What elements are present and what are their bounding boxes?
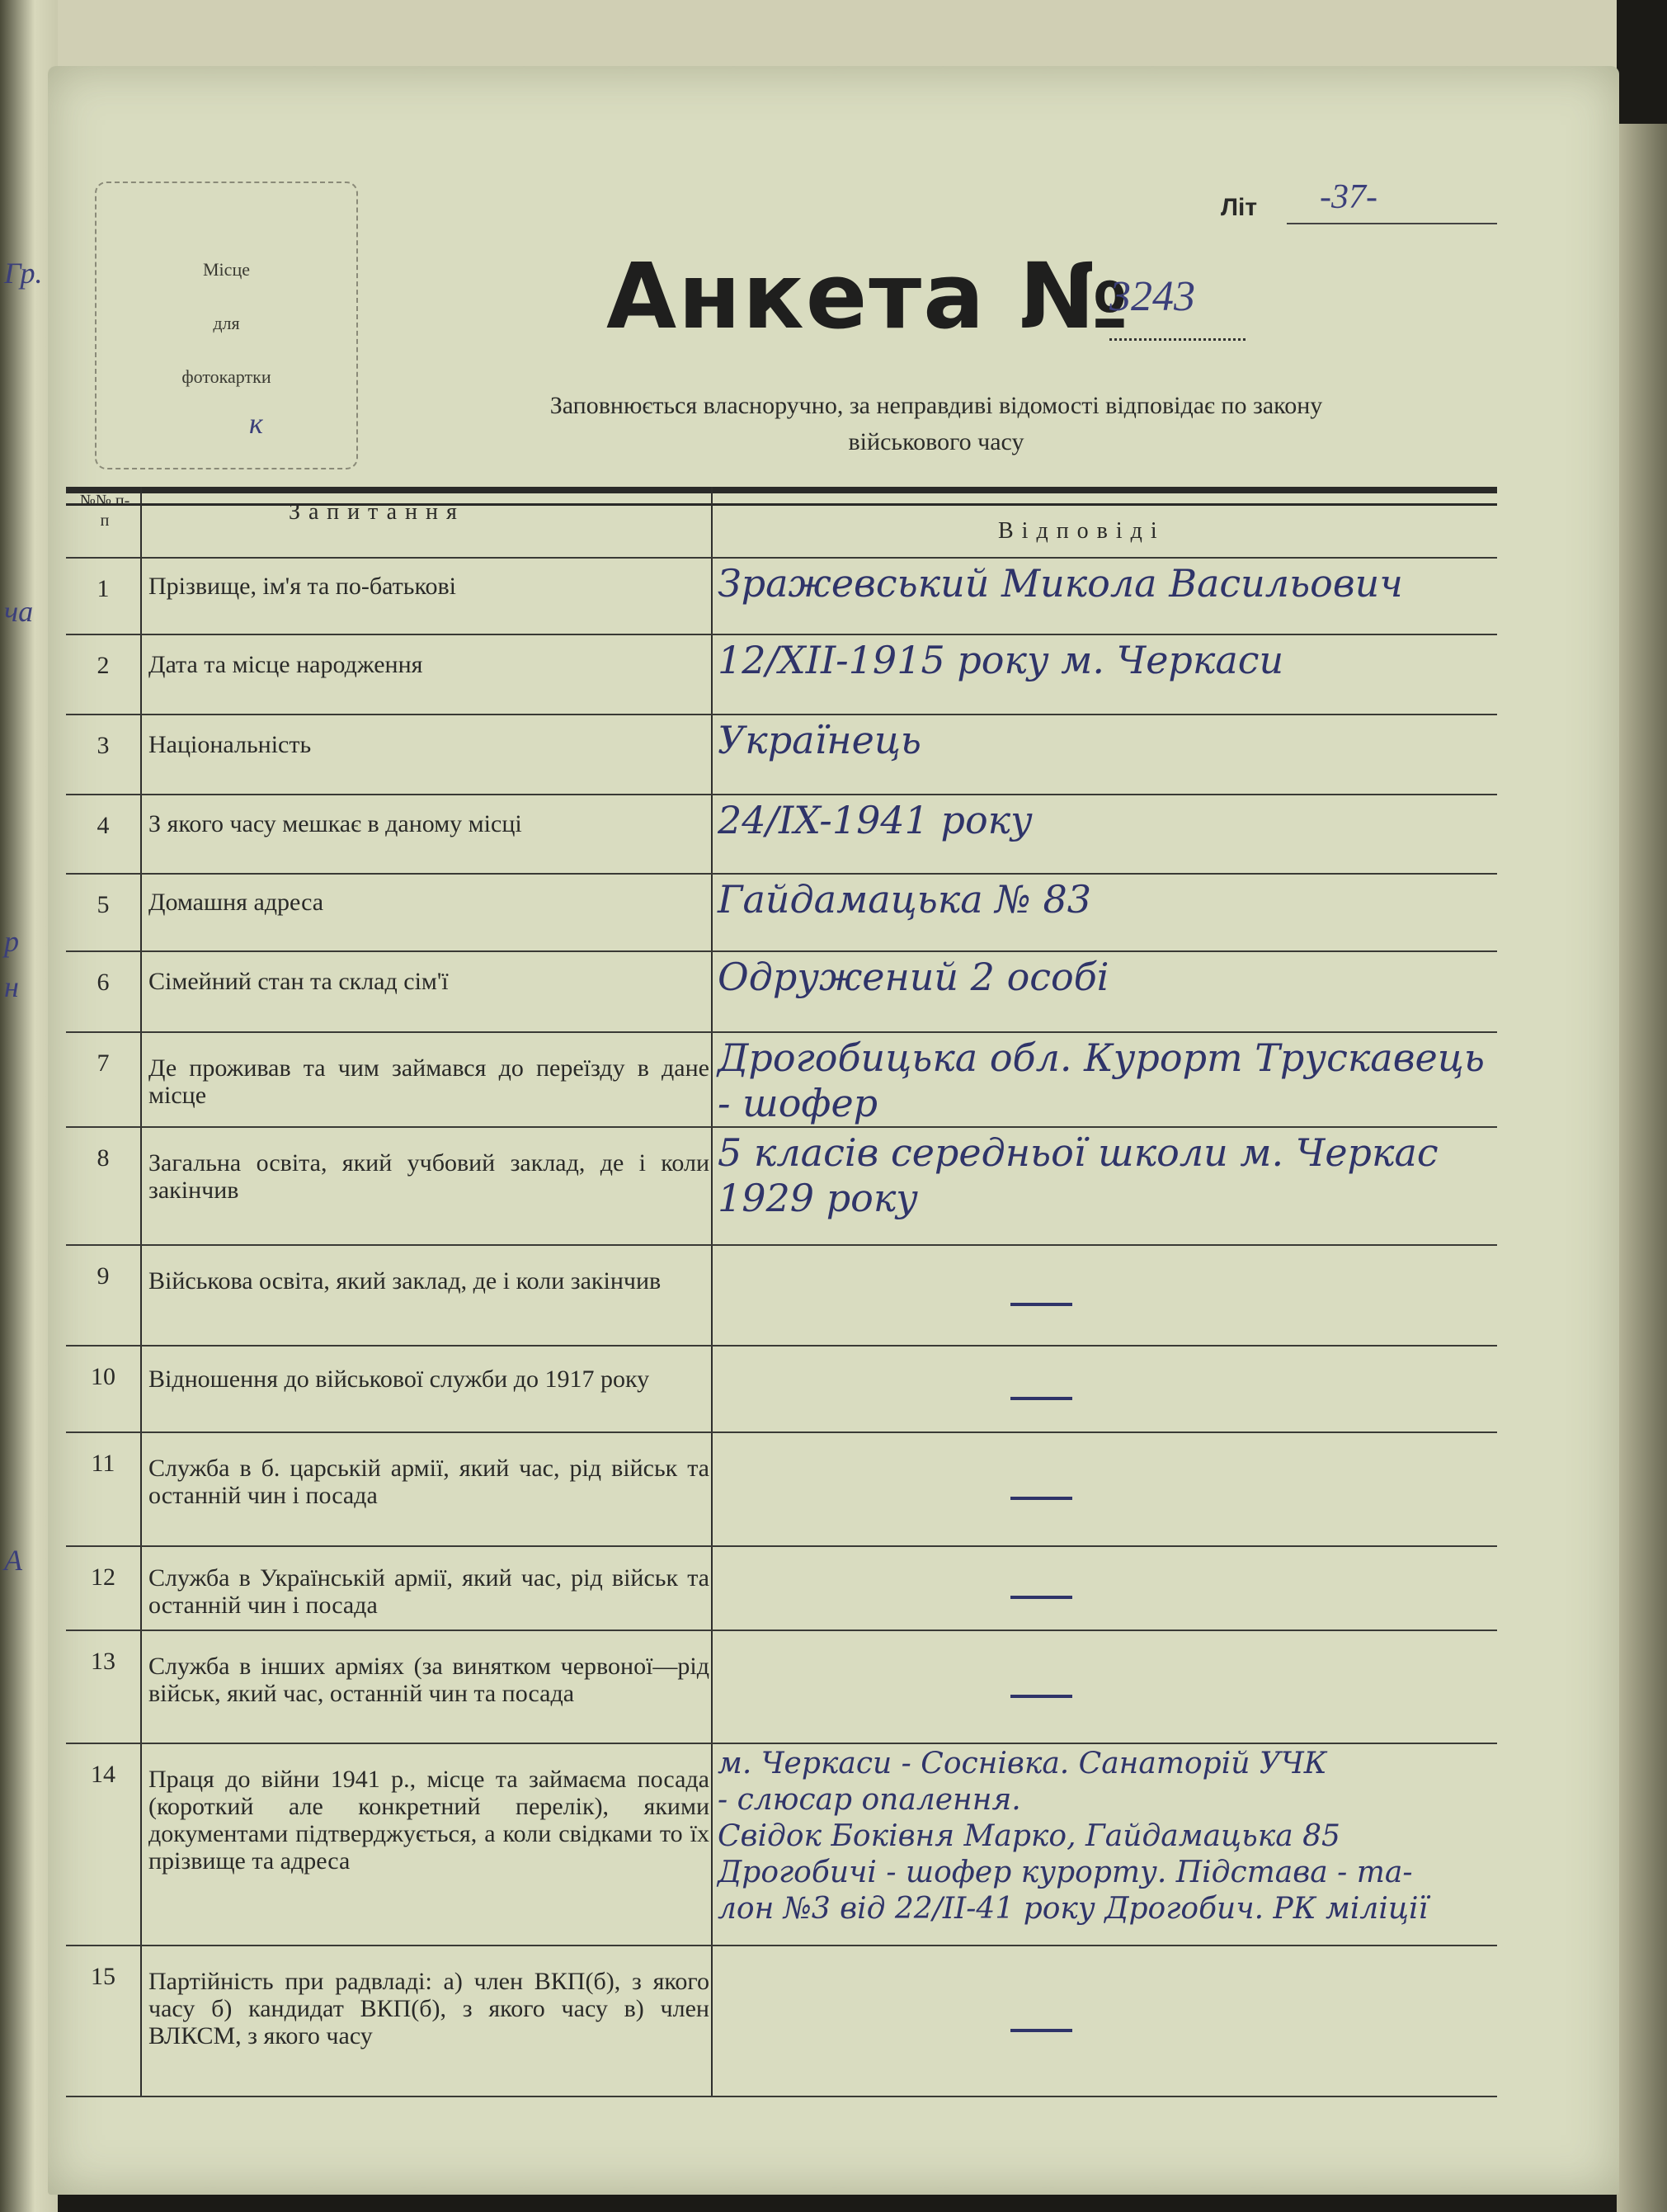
table-bottom [66, 2096, 1497, 2097]
table-row-divider [66, 557, 1497, 559]
column-header-answer: Відповіді [998, 518, 1165, 544]
row-answer: 5 класів середньої школи м. Черкас [718, 1130, 1439, 1175]
column-divider [711, 487, 713, 2096]
photo-label: Місце [203, 259, 250, 280]
lit-label: Літ [1221, 194, 1258, 221]
row-number: 4 [97, 812, 110, 839]
form-number: 3243 [1109, 273, 1195, 320]
row-question: Дата та місце народження [148, 650, 423, 678]
table-row-divider [66, 714, 1497, 715]
table-row-divider [66, 1031, 1497, 1033]
row-number: 12 [91, 1563, 115, 1591]
row-answer: Українець [718, 718, 921, 762]
row-question: Прізвище, ім'я та по-батькові [148, 572, 456, 600]
row-question: Відношення до військової служби до 1917 року [148, 1365, 650, 1393]
answer-dash [1010, 1695, 1072, 1698]
subtitle-line: Заповнюється власноручно, за неправдиві відомості відповідає по закону [549, 392, 1323, 419]
row-number: 9 [97, 1262, 110, 1290]
table-row-divider [66, 1945, 1497, 1946]
row-question: Де проживав та чим займався до переїзду в дане місце [148, 1054, 709, 1109]
row-answer: 24/IX-1941 року [718, 798, 1033, 842]
row-number: 11 [91, 1450, 115, 1477]
page-title: Анкета № [606, 243, 1131, 349]
table-row-divider [66, 794, 1497, 795]
answer-dash [1010, 1303, 1072, 1306]
photo-mark: к [249, 407, 263, 440]
photo-placeholder [95, 182, 358, 469]
row-answer: Дрогобичі - шофер курорту. Підстава - та- [718, 1856, 1413, 1889]
row-number: 10 [91, 1363, 115, 1390]
row-number: 14 [91, 1761, 115, 1788]
row-question: Домашня адреса [148, 889, 324, 916]
row-question: Військова освіта, який заклад, де і коли закінчив [148, 1267, 662, 1295]
row-answer: Дрогобицька обл. Курорт Трускавець [718, 1035, 1485, 1080]
table-row-divider [66, 1630, 1497, 1631]
row-answer: Зражевський Микола Васильович [718, 561, 1403, 606]
answer-dash [1010, 2029, 1072, 2032]
margin-note: р [4, 925, 19, 958]
row-number: 6 [97, 969, 110, 996]
answer-dash [1010, 1397, 1072, 1400]
photo-label: фотокартки [181, 366, 271, 387]
row-question: Сімейний стан та склад сім'ї [148, 968, 449, 995]
subtitle [379, 388, 1493, 460]
row-answer: Гайдамацька № 83 [718, 877, 1091, 922]
form-number-underline [1109, 338, 1246, 341]
margin-note: н [4, 970, 19, 1003]
table-row-divider [66, 1743, 1497, 1744]
background-right-edge [1617, 124, 1667, 2212]
row-question: Праця до війни 1941 р., місце та займаєма посада (короткий але конкретний перелік), якими документами підтверджується, а коли свідками то їх прізвище та адреса [148, 1766, 709, 1875]
header-rule-thin [66, 503, 1497, 506]
row-answer: - слюсар опалення. [718, 1783, 1021, 1817]
table-row-divider [66, 1431, 1497, 1433]
table-row-divider [66, 634, 1497, 635]
answer-dash [1010, 1596, 1072, 1599]
table-row-divider [66, 1244, 1497, 1246]
row-number: 5 [97, 891, 110, 918]
table-row-divider [66, 873, 1497, 875]
row-number: 15 [91, 1963, 115, 1990]
row-number: 7 [97, 1049, 110, 1077]
row-number: 13 [91, 1648, 115, 1675]
table-row-divider [66, 1126, 1497, 1128]
row-answer: м. Черкаси - Соснівка. Санаторій УЧК [718, 1747, 1327, 1780]
row-answer: лон №3 від 22/II-41 року Дрогобич. РК міліції [718, 1892, 1428, 1926]
photo-label: для [213, 313, 240, 333]
table-row-divider [66, 1345, 1497, 1347]
row-question: Служба в Українській армії, який час, рід військ та останній чин і посада [148, 1564, 709, 1619]
row-number: 2 [97, 652, 110, 679]
margin-note: А [4, 1544, 22, 1577]
lit-underline [1287, 223, 1497, 224]
row-answer: - шофер [718, 1081, 878, 1125]
column-divider [140, 487, 142, 2096]
row-question: З якого часу мешкає в даному місці [148, 810, 522, 837]
margin-note: ча [4, 595, 34, 628]
row-number: 8 [97, 1144, 110, 1172]
lit-number: -37- [1320, 178, 1377, 216]
row-answer: 12/XII-1915 року м. Черкаси [718, 638, 1284, 682]
row-number: 1 [97, 575, 110, 602]
row-question: Служба в інших арміях (за винятком червоної—рід військ, який час, останній чин та посада [148, 1653, 709, 1707]
row-question: Служба в б. царській армії, який час, рід військ та останній чин і посада [148, 1455, 709, 1509]
row-question: Національність [148, 730, 312, 758]
column-header-number: №№ п-п [79, 492, 130, 530]
table-row-divider [66, 950, 1497, 952]
header-rule-thick [66, 487, 1497, 493]
row-question: Загальна освіта, який учбовий заклад, де і коли закінчив [148, 1149, 709, 1204]
answer-dash [1010, 1497, 1072, 1500]
table-row-divider [66, 1545, 1497, 1547]
row-question: Партійність при радвладі: а) член ВКП(б), з якого часу б) кандидат ВКП(б), з якого часу в) член ВЛКСМ, з якого часу [148, 1968, 709, 2049]
row-answer: Одружений 2 особі [718, 955, 1109, 999]
column-header-question: Запитання [289, 499, 465, 525]
subtitle-line: військового часу [848, 428, 1024, 455]
row-number: 3 [97, 732, 110, 759]
row-answer: 1929 року [718, 1176, 918, 1220]
row-answer: Свідок Боківня Марко, Гайдамацька 85 [718, 1819, 1340, 1853]
margin-note: Гр. [4, 257, 43, 290]
